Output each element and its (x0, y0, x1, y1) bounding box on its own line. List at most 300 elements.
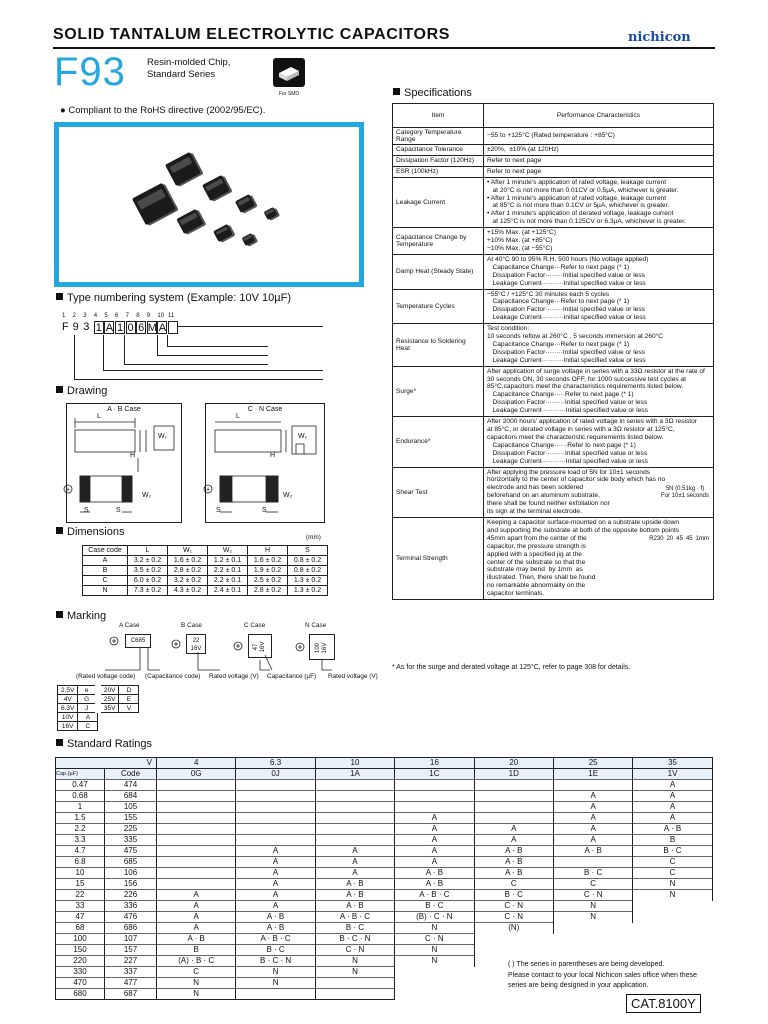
ratings-cap: 0.68 (56, 791, 105, 802)
ratings-voltage: 16 (395, 758, 474, 769)
ratings-case: C (157, 967, 236, 978)
spec-perf-line: 30 seconds ON, 30 seconds OFF, for 1000 successive test cycles at (487, 375, 687, 383)
ratings-case: A (395, 835, 474, 846)
spec-perf-line: Capacitance Change···Refer to next page (* 1) (487, 340, 630, 348)
dim-cell: 2.8 ± 0.2 (168, 566, 208, 576)
spec-figure-label: 20 (666, 535, 674, 542)
ratings-case: N (395, 923, 474, 934)
ratings-code: 155 (105, 813, 157, 824)
ratings-case: A (157, 912, 236, 923)
ratings-code: 337 (105, 967, 157, 978)
ratings-voltage: 6.3 (236, 758, 315, 769)
ratings-case (633, 945, 712, 956)
ratings-case: C (633, 857, 712, 868)
spec-perf-line: +10% Max. (at +85°C) (487, 237, 553, 245)
type-code-char: A (158, 322, 167, 334)
dim-label-s: S (84, 507, 89, 514)
ratings-case: A (157, 890, 236, 901)
ratings-cap: 470 (56, 978, 105, 989)
ratings-code: 336 (105, 901, 157, 912)
spec-perf-line: electrode and has been soldered (487, 484, 584, 492)
spec-item: Dissipation Factor (120Hz) (393, 155, 484, 166)
voltage-code-cell: 35V (98, 704, 119, 713)
dim-label-w1: W₁ (158, 433, 167, 440)
ratings-case: N (157, 989, 236, 1000)
ratings-case (157, 780, 236, 791)
marking-n-text: 100 (315, 643, 321, 654)
ratings-case (315, 835, 394, 846)
drawing-svg (60, 414, 330, 524)
ratings-case (553, 780, 632, 791)
ratings-code: 226 (105, 890, 157, 901)
dim-label-h: H (130, 452, 136, 459)
section-title: Standard Ratings (67, 738, 152, 750)
ratings-case: C (633, 868, 712, 879)
ratings-case (553, 857, 632, 868)
ratings-case (633, 934, 712, 945)
ratings-case (236, 802, 315, 813)
ratings-v-label (56, 758, 157, 769)
ratings-row (56, 945, 713, 956)
ratings-case: A (553, 813, 632, 824)
ratings-case: A (553, 835, 632, 846)
spec-perf-line: • After 1 minute's application of derated voltage, leakage current (487, 210, 674, 218)
ratings-case (315, 978, 394, 989)
marking-case-b: B Case (181, 622, 202, 629)
ratings-case (474, 802, 553, 813)
ratings-row (56, 912, 713, 923)
ratings-voltage: 10 (315, 758, 394, 769)
ratings-case: B · C · N (315, 934, 394, 945)
spec-col-item: Item (393, 104, 484, 128)
spec-perf (484, 366, 714, 416)
spec-row (393, 289, 714, 324)
spec-item: Terminal Strength (393, 517, 484, 599)
spec-perf-line: Leakage Current···········Initial specified value or less (487, 407, 648, 415)
ratings-case: A (315, 857, 394, 868)
ratings-case: A (236, 901, 315, 912)
ratings-case: A · B (553, 846, 632, 857)
catalog-number: CAT.8100Y (626, 994, 701, 1013)
ratings-case: A · B (474, 846, 553, 857)
type-leader-line (167, 335, 168, 346)
ratings-cap: 68 (56, 923, 105, 934)
spec-perf (484, 166, 714, 177)
type-position-number: 9 (146, 313, 151, 319)
spec-perf-line: +15% Max. (at +125°C) (487, 229, 556, 237)
dim-cell: 1.9 ± 0.2 (248, 566, 288, 576)
type-code-char: 0 (127, 322, 134, 334)
marking-label-volt-code: (Rated voltage code) (76, 673, 136, 680)
ratings-case: A · B (315, 879, 394, 890)
ratings-case: A · B (395, 868, 474, 879)
ratings-case: B · C (633, 846, 712, 857)
marking-b-text: 16V (190, 646, 202, 652)
dim-header-cell: L (128, 546, 168, 556)
ratings-case: A (236, 879, 315, 890)
marking-c-text: 16V (260, 641, 266, 653)
section-specifications (393, 87, 472, 99)
series-name: F93 (54, 50, 126, 94)
type-position-number: 6 (115, 313, 119, 319)
spec-perf (484, 145, 714, 156)
spec-perf-line: horizontally to the center of capacitor side body which has no (487, 476, 666, 484)
voltage-code-cell: 6.3V (58, 704, 78, 713)
spec-col-perf: Performance Characteristics (484, 104, 714, 128)
ratings-voltage: 4 (157, 758, 236, 769)
spec-figure (646, 536, 709, 543)
ratings-header-code (56, 769, 713, 780)
ratings-note-line: series are being designed in your application. (508, 982, 649, 989)
ratings-case: N (633, 890, 712, 901)
spec-perf (484, 324, 714, 367)
section-marking (56, 610, 106, 622)
spec-figure-label: 45 (685, 535, 693, 542)
dim-label-l: L (236, 413, 240, 420)
ratings-case: A · B (395, 879, 474, 890)
ratings-case: A (395, 846, 474, 857)
spec-perf-line: center of the substrate so that the (487, 558, 586, 566)
ratings-case: C · N (474, 912, 553, 923)
type-position-number: 2 (72, 313, 76, 319)
ratings-vcode: 0J (236, 769, 315, 780)
plus-polarity-icon: + (66, 486, 71, 494)
spec-row (393, 155, 714, 166)
spec-perf-line: ±20%, ±10% (at 120Hz) (487, 146, 559, 153)
ratings-case (157, 791, 236, 802)
dim-header-cell: S (288, 546, 328, 556)
spec-perf-line: After 2000 hours' application of rated voltage in series with a 3Ω resistor (487, 418, 697, 426)
ratings-case: A (236, 857, 315, 868)
ratings-case: A (633, 802, 712, 813)
ratings-code: 157 (105, 945, 157, 956)
spec-perf (484, 254, 714, 289)
ratings-row (56, 835, 713, 846)
ratings-case: C · N (315, 945, 394, 956)
type-leader-line (178, 326, 323, 327)
ratings-cap: 6.8 (56, 857, 105, 868)
dim-cell: 1.2 ± 0.1 (208, 556, 248, 566)
ratings-vcode: 1C (395, 769, 474, 780)
ratings-vcode: 0G (157, 769, 236, 780)
ratings-case: B · C (315, 923, 394, 934)
ratings-code: 477 (105, 978, 157, 989)
spec-perf-line: Capacitance Change·····Refer to next page (* 1) (487, 391, 634, 399)
marking-label-rated-v: Rated voltage (V) (209, 673, 259, 680)
ratings-cap: 330 (56, 967, 105, 978)
section-title: Marking (67, 610, 107, 622)
ratings-cap-label: Cap.(µF) (56, 769, 105, 780)
type-leader-line (74, 335, 75, 379)
dim-cell: A (83, 556, 128, 566)
dim-header-cell: W₂ (208, 546, 248, 556)
type-code-char: 1 (95, 322, 102, 334)
spec-perf-line: −10% Max. (at −55°C) (487, 244, 553, 252)
ratings-row (56, 890, 713, 901)
ratings-case (315, 780, 394, 791)
ratings-case (157, 824, 236, 835)
spec-perf-line: Capacitance Change···Refer to next page (* 1) (487, 298, 630, 306)
voltage-code-cell: D (119, 686, 139, 695)
ratings-case: A (474, 824, 553, 835)
spec-row (393, 417, 714, 467)
spec-perf-line: and supporting the substrate at both of the opposite bottom points (487, 526, 680, 534)
ratings-case: B · C (474, 890, 553, 901)
spec-item: Endurance* (393, 417, 484, 467)
spec-row (393, 517, 714, 599)
spec-perf-line: beforehand on an aluminum substrate, (487, 492, 600, 500)
ratings-code: 156 (105, 879, 157, 890)
ratings-code: 474 (105, 780, 157, 791)
spec-perf (484, 128, 714, 145)
spec-perf (484, 417, 714, 467)
type-code-char: 6 (138, 322, 145, 334)
ratings-case (157, 857, 236, 868)
ratings-case: A (315, 868, 394, 879)
ratings-case: A · B (236, 923, 315, 934)
ratings-case: B · C (236, 945, 315, 956)
ratings-case (236, 835, 315, 846)
dim-row (83, 586, 328, 596)
section-dimensions (56, 526, 124, 538)
dimensions-unit: (mm) (306, 534, 321, 541)
ratings-case: A (633, 791, 712, 802)
voltage-code-table (57, 685, 139, 731)
type-leader-line (124, 364, 268, 365)
ratings-cap: 2.2 (56, 824, 105, 835)
ratings-case: N (633, 879, 712, 890)
dim-cell: 3.5 ± 0.2 (128, 566, 168, 576)
ratings-vcode: 1V (633, 769, 712, 780)
spec-item: Shear Test (393, 467, 484, 517)
type-code-char: 9 (72, 321, 79, 333)
spec-perf-line: capacitor terminals. (487, 590, 545, 598)
spec-perf (484, 517, 714, 599)
ratings-case: A (236, 868, 315, 879)
spec-figure-label: 1mm (695, 535, 709, 542)
type-position-number: 1 (62, 313, 66, 319)
type-leader-line (157, 355, 268, 356)
spec-perf-line: at 125°C is not more than 0.125CV or 6.3µA, whichever is greater. (487, 218, 686, 226)
plus-polarity-icon: + (206, 486, 211, 494)
ratings-row (56, 791, 713, 802)
ratings-case (157, 879, 236, 890)
ratings-case: B (157, 945, 236, 956)
spec-item: Resistance to Soldering Heat (393, 324, 484, 367)
type-position-number: 4 (93, 313, 98, 319)
ratings-code: 684 (105, 791, 157, 802)
ratings-code: 685 (105, 857, 157, 868)
series-desc-line-2: Standard Series (147, 68, 216, 80)
ratings-case: A (236, 846, 315, 857)
dim-cell: 0.8 ± 0.2 (288, 556, 328, 566)
ratings-case (633, 912, 712, 923)
spec-table (392, 103, 714, 600)
ratings-case: B · C · N (236, 956, 315, 967)
dim-label-s: S (262, 507, 267, 514)
spec-perf-line: 10 seconds reflow at 260°C , 5 seconds immersion at 260°C (487, 333, 664, 341)
ratings-case: A · B · C (395, 890, 474, 901)
voltage-code-row (58, 713, 139, 722)
spec-row (393, 177, 714, 227)
ratings-row (56, 824, 713, 835)
spec-figure-label: For 10±1 seconds (661, 492, 709, 499)
spec-perf-line: there shall be found neither exfoliation nor (487, 500, 610, 508)
ratings-voltage: 25 (553, 758, 632, 769)
spec-perf-line: −55 to +125°C (Rated temperature : +85°C) (487, 132, 615, 140)
spec-perf-line: Keeping a capacitor surface-mounted on a substrate upside down (487, 518, 680, 526)
dim-cell: 3.2 ± 0.2 (128, 556, 168, 566)
dim-cell: 4.3 ± 0.2 (168, 586, 208, 596)
type-position-number: 7 (125, 313, 129, 319)
ratings-cap: 0.47 (56, 780, 105, 791)
ratings-case: A (553, 824, 632, 835)
spec-row (393, 128, 714, 145)
ratings-case (395, 791, 474, 802)
voltage-code-cell: 25V (98, 695, 119, 704)
ratings-case: C (474, 879, 553, 890)
dim-cell: 1.3 ± 0.2 (288, 576, 328, 586)
spec-perf-line: Dissipation Factor········Initial specified value or less (487, 306, 645, 314)
type-leader-line (167, 346, 268, 347)
ratings-case: A (633, 813, 712, 824)
ratings-cap: 3.3 (56, 835, 105, 846)
ratings-cap: 1.5 (56, 813, 105, 824)
dim-cell: 3.2 ± 0.2 (168, 576, 208, 586)
spec-perf-line: Leakage Current··········Initial specified value or less (487, 314, 646, 322)
ratings-case (236, 780, 315, 791)
ratings-case: B (633, 835, 712, 846)
type-position-number: 3 (83, 313, 87, 319)
voltage-code-row (58, 695, 139, 704)
ratings-code: 335 (105, 835, 157, 846)
spec-row (393, 145, 714, 156)
spec-perf-line: After application of surge voltage in series with a 33Ω resistor at the rate of (487, 367, 705, 375)
ratings-case (395, 802, 474, 813)
spec-perf-line: Dissipation Factor········Initial specified value or less (487, 271, 645, 279)
spec-item: Surge* (393, 366, 484, 416)
spec-perf-line: Leakage Current···········Initial specified value or less (487, 457, 648, 465)
voltage-code-cell: e (78, 686, 98, 695)
ratings-row (56, 857, 713, 868)
ratings-case: N (236, 967, 315, 978)
spec-perf-line: 85°C,capacitors meet the characteristics requirements listed below. (487, 383, 684, 391)
product-photo (54, 122, 364, 287)
ratings-case (157, 868, 236, 879)
type-leader-line (157, 335, 158, 355)
type-leader-line (103, 370, 323, 371)
ratings-case: A · B · C (315, 912, 394, 923)
marking-label-cap-uf: Capacitance (µF) (267, 673, 317, 680)
type-position-number: 11 (168, 313, 175, 319)
ratings-case (474, 780, 553, 791)
spec-perf-line: Dissipation Factor········Initial specified value or less (487, 348, 645, 356)
voltage-code-row (58, 722, 139, 731)
type-leader-line (124, 335, 125, 364)
ratings-case: A · B (157, 934, 236, 945)
capacitor-image (264, 207, 278, 220)
spec-perf (484, 155, 714, 166)
ratings-code: 105 (105, 802, 157, 813)
ratings-note-line: Please contact to your local Nichicon sales office when these (508, 971, 697, 979)
ratings-row (56, 802, 713, 813)
voltage-code-cell: E (119, 695, 139, 704)
spec-perf-line: Dissipation Factor·········Initial specified value or less (487, 399, 648, 407)
dim-cell: 7.3 ± 0.2 (128, 586, 168, 596)
ratings-case: A (236, 890, 315, 901)
dim-label-w2: W₂ (142, 492, 152, 499)
spec-item: Temperature Cycles (393, 289, 484, 324)
ratings-case (315, 824, 394, 835)
spec-perf-line: Capacitance Change······Refer to next page (* 1) (487, 441, 636, 449)
ratings-case: A (395, 824, 474, 835)
ratings-case: A · B (236, 912, 315, 923)
smd-label: For SMD (279, 91, 299, 97)
ratings-code: 687 (105, 989, 157, 1000)
series-description (147, 57, 230, 81)
spec-perf-line: Refer to next page (487, 156, 542, 164)
dim-cell: 6.0 ± 0.2 (128, 576, 168, 586)
ratings-case: C (553, 879, 632, 890)
spec-perf-line: • After 1 minute's application of rated voltage, leakage current (487, 178, 667, 186)
spec-perf-line: At 40°C 90 to 95% R.H. 500 hours (No voltage applied) (487, 255, 649, 263)
ratings-case: N (315, 967, 394, 978)
spec-perf (484, 228, 714, 255)
section-type-numbering (56, 292, 291, 304)
ratings-cap: 150 (56, 945, 105, 956)
ratings-code: 225 (105, 824, 157, 835)
ratings-voltage: 20 (474, 758, 553, 769)
ratings-case: A (553, 802, 632, 813)
marking-case-a: A Case (119, 622, 140, 629)
section-title: Type numbering system (Example: 10V 10µF) (67, 292, 291, 304)
ratings-case: B · C (395, 901, 474, 912)
section-title: Drawing (67, 385, 108, 397)
spec-figure-label: 45 (676, 535, 683, 542)
spec-perf-line: Refer to next page (487, 167, 542, 175)
dim-label-s: S (216, 507, 221, 514)
ratings-cap: 15 (56, 879, 105, 890)
marking-c-text: 47 (253, 643, 259, 651)
dim-cell: N (83, 586, 128, 596)
ratings-case (315, 802, 394, 813)
page-title: SOLID TANTALUM ELECTROLYTIC CAPACITORS (53, 26, 451, 43)
ratings-case (633, 923, 712, 934)
ratings-case (236, 824, 315, 835)
spec-footnote: * As for the surge and derated voltage at 125°C, refer to page 308 for details. (392, 664, 631, 671)
ratings-case: N (395, 956, 474, 967)
voltage-code-cell (119, 713, 139, 722)
marking-label-rated-v2: Rated voltage (V) (328, 673, 378, 680)
spec-perf-line: Dissipation Factor·········Initial specified value or less (487, 449, 648, 457)
dim-row (83, 556, 328, 566)
spec-perf-line: no remarkable abnormality on the (487, 582, 586, 590)
spec-perf-line: capacitors meet the characteristic requirements listed below. (487, 433, 664, 441)
capacitor-image (235, 194, 255, 213)
ratings-case (157, 846, 236, 857)
ratings-cap: 10 (56, 868, 105, 879)
capacitor-image (176, 209, 203, 234)
ratings-row (56, 846, 713, 857)
spec-header-row (393, 104, 714, 128)
voltage-code-row (58, 686, 139, 695)
ratings-case: A · B · C (236, 934, 315, 945)
voltage-code-cell: 4V (58, 695, 78, 704)
spec-row (393, 467, 714, 517)
voltage-code-cell (98, 722, 119, 731)
spec-item: Category Temperature Range (393, 128, 484, 145)
capacitor-image (132, 183, 176, 225)
